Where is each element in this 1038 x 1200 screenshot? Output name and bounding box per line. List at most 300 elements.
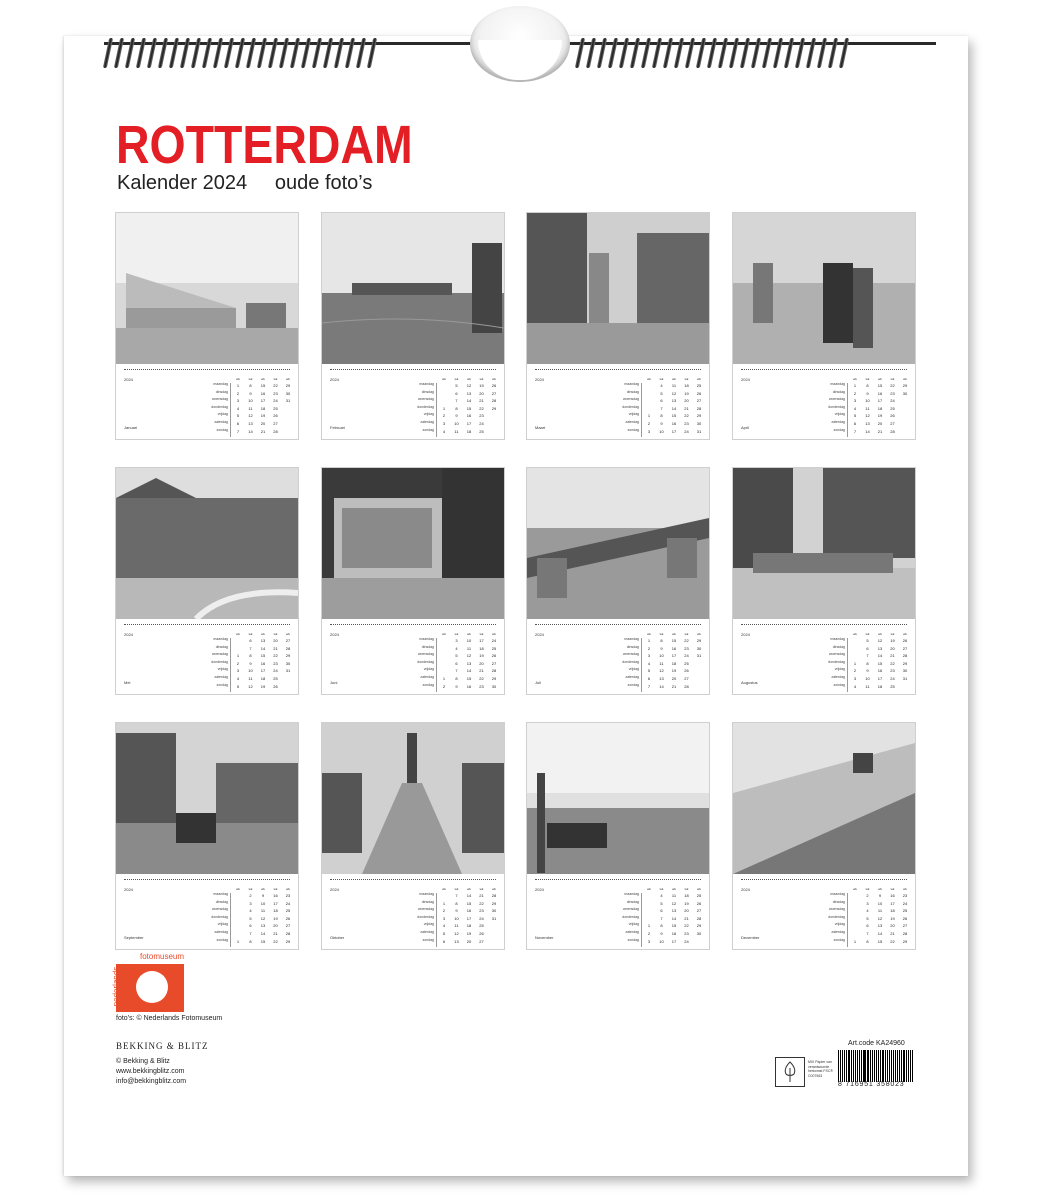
date-cell	[693, 938, 705, 946]
month-year: 2024	[124, 377, 133, 382]
date-cell: 1	[442, 900, 446, 906]
date-cell: 6	[455, 390, 458, 396]
date-cell: 24	[273, 668, 278, 674]
spiral-ring	[641, 38, 651, 68]
date-cell: 5	[455, 383, 458, 388]
date-cell: 25	[890, 683, 895, 689]
week-header: wk	[261, 632, 265, 636]
date-cell: 20	[479, 390, 484, 396]
week-column	[282, 887, 294, 945]
date-cell: 21	[877, 428, 883, 434]
week-header: wk	[684, 887, 689, 891]
spiral-ring	[663, 38, 673, 68]
date-cell: 3	[853, 675, 857, 681]
barcode-bar	[885, 1050, 886, 1082]
weekday-label: woensdag	[829, 652, 845, 657]
date-cell: 15	[466, 405, 472, 411]
date-cell	[643, 915, 655, 923]
date-cell: 21	[890, 653, 895, 659]
date-cell: 19	[260, 413, 266, 419]
date-cell: 1	[853, 383, 857, 388]
date-cell: 9	[660, 645, 663, 651]
photo-caption	[741, 879, 907, 882]
date-cell: 4	[236, 405, 240, 411]
date-cell: 27	[491, 390, 497, 396]
week-column	[656, 632, 668, 690]
logo-text-fotomuseum: fotomuseum	[140, 952, 185, 961]
date-cell	[438, 892, 450, 900]
barcode-number: 8 716951 358023	[838, 1081, 905, 1088]
date-cell: 30	[902, 668, 908, 674]
date-cell: 13	[466, 660, 472, 666]
photo-caption	[330, 879, 496, 882]
date-cell: 30	[285, 660, 291, 666]
date-cell: 8	[866, 383, 869, 388]
date-cell	[849, 907, 861, 915]
date-cell: 6	[866, 645, 869, 651]
weekday-label: woensdag	[829, 907, 845, 912]
date-cell: 14	[260, 645, 266, 651]
weekday-label: zaterdag	[831, 929, 845, 934]
spiral-ring	[301, 38, 311, 68]
week-header: wk	[454, 377, 459, 381]
date-cell: 25	[479, 428, 484, 434]
week-header: wk	[672, 887, 676, 891]
photo-caption	[124, 624, 290, 627]
weekday-label: woensdag	[212, 652, 228, 657]
spiral-ring	[290, 38, 300, 68]
date-cell: 10	[260, 900, 266, 906]
date-cell: 28	[890, 428, 895, 434]
weekday-label: donderdag	[211, 659, 228, 664]
spiral-ring	[180, 38, 190, 68]
date-cell: 20	[684, 908, 689, 914]
date-cell: 25	[285, 908, 291, 914]
week-column	[463, 887, 475, 945]
date-cell: 6	[660, 908, 663, 914]
date-cell: 20	[877, 420, 883, 426]
spiral-ring	[619, 38, 629, 68]
weekday-label: woensdag	[623, 907, 639, 912]
date-cell: 12	[248, 413, 253, 419]
date-cell: 13	[466, 390, 472, 396]
date-cell: 10	[865, 398, 870, 404]
date-cell	[849, 922, 861, 930]
date-cell: 5	[442, 930, 446, 936]
date-cell: 22	[273, 938, 278, 944]
weekday-label: zondag	[833, 427, 845, 432]
weekday-label: zondag	[216, 682, 228, 687]
date-cell: 19	[466, 930, 472, 936]
week-column	[488, 632, 500, 690]
date-cell: 11	[865, 683, 870, 689]
month-name: November	[535, 935, 554, 940]
historic-photo	[527, 213, 709, 364]
date-cell	[849, 930, 861, 938]
date-cell: 15	[877, 660, 883, 666]
date-cell: 6	[236, 420, 240, 426]
date-cell	[849, 915, 861, 923]
date-cell: 6	[866, 923, 869, 929]
grid-separator	[847, 638, 848, 692]
week-header: wk	[890, 632, 895, 636]
month-year: 2024	[741, 377, 750, 382]
date-cell: 10	[877, 900, 883, 906]
barcode-bar	[891, 1050, 892, 1082]
date-cell: 5	[866, 638, 869, 643]
weekday-label: zaterdag	[214, 929, 228, 934]
date-cell	[232, 637, 244, 645]
date-grid	[232, 377, 294, 435]
week-column	[451, 632, 463, 690]
date-cell: 29	[491, 405, 497, 411]
weekday-label: dinsdag	[832, 644, 845, 649]
barcode-bar	[840, 1050, 841, 1082]
date-cell: 17	[260, 398, 266, 404]
date-cell: 28	[285, 645, 291, 651]
week-column	[282, 632, 294, 690]
calendar-subtitle: Kalender 2024 oude foto’s	[117, 172, 373, 194]
date-cell: 29	[696, 413, 702, 419]
date-cell: 5	[660, 390, 663, 396]
week-column	[887, 632, 899, 690]
date-cell: 9	[878, 893, 882, 898]
weekday-label: woensdag	[623, 652, 639, 657]
date-cell: 25	[491, 645, 497, 651]
date-cell: 22	[479, 675, 484, 681]
month-page-mei	[116, 468, 298, 694]
date-grid	[643, 377, 705, 435]
week-header: wk	[890, 377, 895, 381]
date-cell: 25	[902, 908, 908, 914]
barcode-bar	[851, 1050, 852, 1082]
weekday-label: woensdag	[212, 397, 228, 402]
date-cell: 9	[660, 420, 663, 426]
date-cell: 22	[890, 938, 895, 944]
date-cell: 9	[455, 683, 458, 689]
spiral-ring	[312, 38, 322, 68]
spiral-ring	[246, 38, 256, 68]
spiral-ring	[158, 38, 168, 68]
barcode-bar	[844, 1050, 845, 1082]
date-cell: 31	[285, 398, 291, 404]
date-cell	[232, 900, 244, 908]
date-cell: 4	[647, 660, 651, 666]
date-cell: 19	[684, 900, 689, 906]
grid-separator	[230, 383, 231, 437]
weekday-label: vrijdag	[423, 922, 434, 927]
weekday-label: zondag	[627, 937, 639, 942]
date-cell: 14	[466, 398, 472, 404]
weekday-label: zondag	[422, 682, 434, 687]
month-page-februari	[322, 213, 504, 439]
week-header: wk	[273, 377, 278, 381]
date-cell: 30	[696, 645, 702, 651]
date-cell: 8	[455, 900, 458, 906]
date-cell: 25	[696, 383, 702, 388]
weekday-labels	[821, 381, 845, 434]
weekday-label: zondag	[627, 427, 639, 432]
week-header: wk	[248, 632, 253, 636]
week-header: wk	[261, 887, 265, 891]
date-cell: 8	[660, 413, 663, 419]
date-cell: 17	[479, 638, 484, 643]
date-cell: 29	[285, 938, 291, 944]
month-year: 2024	[535, 632, 544, 637]
week-column	[899, 887, 911, 945]
date-cell: 20	[260, 420, 266, 426]
date-cell: 19	[890, 638, 895, 643]
date-cell: 23	[890, 668, 895, 674]
barcode	[838, 1050, 914, 1082]
date-cell: 30	[285, 390, 291, 396]
date-cell: 24	[890, 398, 895, 404]
week-header: wk	[853, 377, 857, 381]
weekday-label: dinsdag	[215, 644, 228, 649]
historic-photo	[116, 468, 298, 619]
spiral-ring	[707, 38, 717, 68]
date-cell: 10	[466, 638, 472, 643]
barcode-bar	[853, 1050, 854, 1082]
date-cell: 2	[866, 893, 869, 898]
date-cell: 4	[236, 675, 240, 681]
date-cell: 23	[684, 420, 689, 426]
date-cell: 12	[877, 638, 883, 643]
week-column	[245, 887, 257, 945]
month-year: 2024	[741, 887, 750, 892]
date-cell: 27	[684, 675, 689, 681]
date-cell: 7	[236, 428, 240, 434]
date-cell: 23	[890, 390, 895, 396]
date-cell	[899, 428, 911, 436]
photo-caption	[741, 624, 907, 627]
publisher-copyright: © Bekking & Blitz	[116, 1058, 170, 1065]
date-cell	[282, 428, 294, 436]
date-cell: 7	[866, 930, 869, 936]
barcode-bar	[861, 1050, 862, 1082]
date-cell: 21	[890, 930, 895, 936]
weekday-label: zaterdag	[420, 929, 434, 934]
barcode-bar	[838, 1050, 839, 1082]
weekday-label: woensdag	[418, 907, 434, 912]
date-cell	[899, 397, 911, 405]
date-cell: 1	[647, 923, 651, 929]
logo-text-nederlands: nederlands	[111, 966, 121, 1007]
date-grid	[232, 887, 294, 945]
date-cell: 4	[249, 908, 252, 914]
date-cell: 22	[684, 638, 689, 643]
date-cell: 26	[491, 383, 497, 388]
date-cell: 29	[902, 383, 908, 388]
week-header: wk	[454, 887, 459, 891]
barcode-bar	[889, 1050, 890, 1082]
date-cell: 7	[853, 428, 857, 434]
week-column	[245, 632, 257, 690]
date-cell: 4	[866, 908, 869, 914]
spiral-ring	[356, 38, 366, 68]
historic-photo	[733, 468, 915, 619]
week-header: wk	[697, 632, 701, 636]
week-header: wk	[248, 377, 253, 381]
week-column	[656, 887, 668, 945]
date-cell	[899, 412, 911, 420]
weekday-label: maandag	[419, 637, 434, 641]
barcode-bar	[855, 1050, 856, 1082]
grid-separator	[436, 893, 437, 947]
date-cell: 31	[491, 915, 497, 921]
date-cell: 6	[660, 398, 663, 404]
date-grid	[232, 632, 294, 690]
date-cell	[232, 907, 244, 915]
weekday-labels	[410, 891, 434, 944]
date-cell: 3	[853, 398, 857, 404]
date-cell: 25	[479, 923, 484, 929]
week-header: wk	[878, 887, 882, 891]
weekday-label: maandag	[624, 637, 639, 641]
date-cell: 27	[696, 908, 702, 914]
historic-photo	[322, 213, 504, 364]
date-cell: 1	[647, 413, 651, 419]
weekday-label: zaterdag	[420, 674, 434, 679]
date-cell: 18	[877, 405, 883, 411]
photo-caption	[535, 879, 701, 882]
fsc-text: MIX Papier van verantwoorde herkomst FSC® C007563	[808, 1060, 833, 1078]
date-cell: 22	[479, 900, 484, 906]
week-header: wk	[647, 377, 651, 381]
month-name: September	[124, 935, 144, 940]
date-cell: 11	[466, 645, 472, 651]
calendar-title: ROTTERDAM	[116, 115, 413, 175]
weekday-labels	[410, 381, 434, 434]
weekday-label: donderdag	[622, 914, 639, 919]
weekday-label: dinsdag	[832, 389, 845, 394]
spiral-ring	[345, 38, 355, 68]
week-header: wk	[903, 887, 907, 891]
date-cell: 7	[455, 398, 458, 404]
week-header: wk	[273, 632, 278, 636]
date-cell: 7	[455, 668, 458, 674]
weekday-label: vrijdag	[628, 667, 639, 672]
date-cell: 26	[902, 638, 908, 643]
date-cell: 8	[249, 653, 252, 659]
date-cell: 16	[466, 413, 472, 419]
date-cell: 12	[466, 653, 472, 659]
barcode-bar	[895, 1050, 896, 1082]
historic-photo	[733, 213, 915, 364]
week-header: wk	[286, 887, 290, 891]
spiral-ring	[202, 38, 212, 68]
date-cell: 27	[696, 398, 702, 404]
weekday-label: zaterdag	[214, 419, 228, 424]
date-cell: 23	[273, 390, 278, 396]
date-cell	[488, 420, 500, 428]
week-header: wk	[236, 377, 240, 381]
weekday-label: dinsdag	[626, 644, 639, 649]
date-cell: 28	[285, 930, 291, 936]
date-cell: 1	[236, 383, 240, 388]
date-cell: 14	[248, 428, 253, 434]
date-cell: 25	[273, 675, 278, 681]
week-column	[451, 377, 463, 435]
month-page-december	[733, 723, 915, 949]
week-column	[270, 887, 282, 945]
date-cell: 16	[877, 390, 883, 396]
date-cell: 29	[902, 938, 908, 944]
weekday-label: maandag	[419, 892, 434, 896]
date-cell: 21	[479, 893, 484, 898]
date-cell	[488, 938, 500, 946]
weekday-label: maandag	[830, 637, 845, 641]
barcode-bar	[906, 1050, 907, 1082]
date-cell: 17	[671, 428, 677, 434]
week-column	[862, 632, 874, 690]
date-cell: 20	[890, 923, 895, 929]
weekday-label: woensdag	[829, 397, 845, 402]
date-cell: 18	[260, 675, 266, 681]
date-cell	[282, 683, 294, 691]
weekday-label: dinsdag	[215, 899, 228, 904]
date-cell: 20	[671, 675, 677, 681]
date-cell: 28	[491, 668, 497, 674]
week-column	[643, 377, 655, 435]
date-cell: 4	[442, 923, 446, 929]
date-cell: 15	[671, 923, 677, 929]
week-column	[463, 632, 475, 690]
month-name: Mei	[124, 680, 131, 685]
date-cell: 24	[491, 638, 497, 643]
weekday-labels	[615, 636, 639, 689]
date-cell	[849, 652, 861, 660]
week-column	[232, 632, 244, 690]
weekday-label: maandag	[830, 382, 845, 386]
weekday-labels	[204, 636, 228, 689]
grid-separator	[847, 893, 848, 947]
date-cell	[899, 420, 911, 428]
date-cell: 18	[671, 660, 677, 666]
historic-photo	[733, 723, 915, 874]
date-cell: 19	[273, 915, 278, 921]
date-cell: 30	[491, 908, 497, 914]
spiral-binding-right	[578, 38, 846, 78]
date-cell: 12	[671, 900, 677, 906]
week-header: wk	[890, 887, 895, 891]
date-cell: 10	[659, 428, 664, 434]
date-cell: 28	[696, 405, 702, 411]
month-year: 2024	[330, 377, 339, 382]
date-cell: 22	[684, 923, 689, 929]
weekday-label: maandag	[419, 382, 434, 386]
date-cell: 7	[647, 683, 651, 689]
spiral-ring	[213, 38, 223, 68]
date-cell: 2	[853, 390, 857, 396]
date-cell: 7	[866, 653, 869, 659]
date-cell: 18	[466, 428, 472, 434]
spiral-ring	[806, 38, 816, 68]
week-header: wk	[903, 377, 907, 381]
week-column	[270, 377, 282, 435]
date-cell: 19	[877, 413, 883, 419]
weekday-label: zondag	[627, 682, 639, 687]
date-cell: 13	[260, 638, 266, 643]
date-cell: 4	[853, 683, 857, 689]
date-cell: 6	[853, 420, 857, 426]
date-cell: 1	[236, 653, 240, 659]
date-cell: 15	[877, 383, 883, 388]
date-cell	[282, 412, 294, 420]
date-cell: 16	[466, 908, 472, 914]
date-cell: 26	[890, 413, 895, 419]
week-header: wk	[492, 887, 496, 891]
